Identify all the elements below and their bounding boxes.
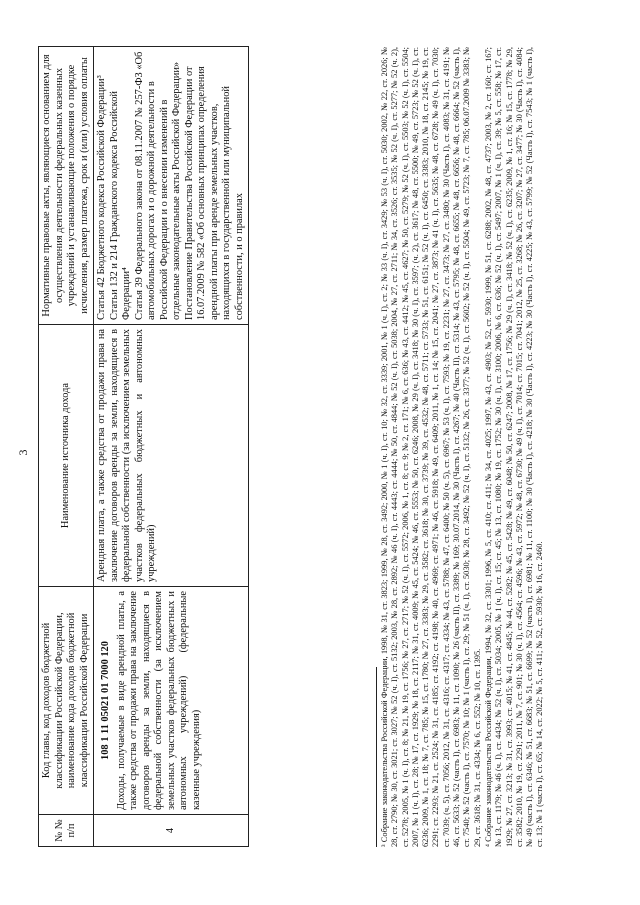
income-code: 108 1 11 05021 01 7000 120 (100, 641, 111, 760)
row-number: 4 (94, 815, 249, 847)
header-legal-acts: Нормативные правовые акты, являющиеся основанием для осуществления деятельности федеральных казенных учреждений и устанавливающие положения о порядке исчисления, размер платежа, срок и (или) условия оплаты (39, 47, 94, 325)
code-cell (94, 587, 249, 815)
legal-acts-cell (94, 47, 249, 325)
footnote-3: ³ Собрание законодательства Российской Федерации, 1998, № 31, ст. 3823; 1999, № 28, ст. 3492; 2000, № 1 (ч. I), ст. 10; № 32, ст. 3339; 2001, № 1 (ч. I), ст. 2; № 33 (ч. I), ст. 3429; № 53 (ч. I), ст. 5030; 2002, № 22, ст. 2026; № 28, ст. 2790; № 30, ст. 3021; ст. 3027; № 52 (ч. I), ст. 5132; 2003, № 28, ст. 2892; № 46 (ч. I), ст. 4443; ст. 4444; № 50, ст. 4844; № 52 (ч. I), ст. 5038; 2004, № 27, ст. 2711; № 34, ст. 3526; ст. 3535; № 52 (ч. I), ст. 5277; № 52 (ч. 2), ст. 5278; 2005, № 1 (ч. I), ст. 8; № 21, № 19, ст. 1756; № 27, ст. 2717; № 52 (ч. I), ст. 5572; 2006, № 1, ст. 8; ст. 9; № 2, ст. 171; № 6, ст. 636; № 43, ст. 4412; № 45, ст. 4627; № 50, ст. 5279; № 52 (ч. I), ст. 5503; № 52 (ч. I), ст. 5504; 2007, № 1 (ч. I), ст. 28; № 17, ст. 1929; № 18, ст. 2117; № 31, ст. 4009; № 45, ст. 5424; № 46, ст. 5553; № 50, ст. 6246; 2008, № 29 (ч. I), ст. 3418; № 30 (ч. I), ст. 3597; (ч. 2), ст. 3617; № 48, ст. 5500; № 49, ст. 5723; № 52 (ч. I), ст. 6236; 2009, № 1, ст. 18; № 7, ст. 785; № 15, ст. 1780; № 27, ст. 3383; № 29, ст. 3582; ст. 3618; № 30, ст. 3739; № 39, ст. 4532; № 48, ст. 5711; ст. 5733; № 51, ст. 6151; № 52 (ч. I), ст. 6450; ст. 3383; 2010, № 18, ст. 2145; № 19, ст. 2291; ст. 2293; № 21, ст. 2524; № 31, ст. 4185; ст. 4192; ст. 4198; № 40, ст. 4969; ст. 4971; № 46, ст. 5918; № 49, ст. 6409; 2011, № 1, ст. 14; № 15, ст. 2041; № 27, ст. 3873; № 41 (ч. I), ст. 5635; № 48, ст. 6728; № 49 (ч. I), ст. 7030; ст. 7039; (ч. 5), ст. 7056; 2012, № 31, ст. 4316; ст. 4317; ст. 4334; № 43, ст. 5788; № 47, ст. 6400; № 50 (ч. 5), ст. 6967; № 53 (ч. I), ст. 7593; № 19, ст. 2231; № 27, ст. 3473; № 27, ст. 3480; № 30 (Часть I), ст. 4083; № 31, ст. 4191; № 46, ст. 5633; № 52 (часть I), ст. 6983; № 11, ст. 1090; № 26 (часть II), ст. 3389; № 169; 30.07.2014, № 30 (Часть I), ст. 4267; № 40 (Часть II), ст. 5314; № 43, ст. 5795; № 48, ст. 6655; № 48, ст. 6656; № 48, ст. 6664; № 52 (часть I), ст. 7540; № 52 (часть I), ст. 7570; № 10; № 1 (часть I), ст. 29; № 51 (ч. I), ст. 5030; № 28, ст. 3492; № 52 (ч. I), ст. 5132; № 26, ст. 3377; № 52 (ч. I), ст. 5602; № 52 (ч. I), ст. 5504; № 49, ст. 5723; № 7, ст. 785; 06.07.2009 № 3383; № 29, ст. 3618; № 31, ст. 4334; № 6, ст. 552; № 10, ст. 1395. (380, 47, 482, 847)
header-code: Код главы, код доходов бюджетной классификации Российской Федерации, наименование кода доходов бюджетной классификации Российской Федерации (39, 587, 94, 815)
legal-act-item: Статья 39 Федерального закона от 08.11.2007 № 257-ФЗ «Об автомобильных дорогах и о дорожной деятельности в Российской Федерации и о внесении изменений в отдельные законодательные акты Российской Федерации» (133, 51, 182, 320)
footnote-4: ⁴ Собрание законодательства Российской Федерации, 1994, № 32, ст. 3301; 1996, № 5, ст. 410; ст. 411; № 34, ст. 4025; 1997, № 43, ст. 4903; № 52, ст. 5930; 1999, № 51, ст. 6288; 2002, № 48, ст. 4737; 2003, № 2, ст. 160; ст. 167; № 13, ст. 1179; № 46 (ч. I), ст. 4434; № 52 (ч. I), ст. 5034; 2005, № 1 (ч. I), ст. 15; ст. 45; № 13, ст. 1080; № 19, ст. 1752; № 30 (ч. I), ст. 3100; 2006, № 6, ст. 636; № 52 (ч. I), ст. 5497; 2007, № 1 (ч. I), ст. 39; № 5, ст. 558; № 17, ст. 1929; № 27, ст. 3213; № 31, ст. 3993; ст. 4015; № 41, ст. 4845; № 44, ст. 5282; № 45, ст. 5428; № 49, ст. 6048; № 50, ст. 6247; 2008, № 17, ст. 1756; № 29 (ч. I), ст. 3418; № 52 (ч. I), ст. 6235; 2009, № 1, ст. 16; № 15, ст. 1778; № 29, ст. 3582; 2010, № 19, ст. 2291; 2011, № 7, ст. 901; № 30 (ч. I), ст. 4564; ст. 4596; № 43, ст. 5972; № 48, ст. 6730; № 49 (ч. I), ст. 7014; ст. 7015; ст. 7041; 2012, № 25, ст. 3268; № 26, ст. 3207; № 27, ст. 3477; № 30 (Часть I), ст. 4084; № 49 (часть I), ст. 6346; № 51, ст. 6683; № 51, ст. 6699; № 52 (часть I), ст. 6981; № 11, ст. 1100; № 30 (Часть I), ст. 4218; № 30 (Часть I), ст. 4223; № 30 (Часть I), ст. 4225; № 43, ст. 5799; № 52 (Часть I), ст. 7543; № 1 (часть I), ст. 13; № 1 (часть I), ст. 65; № 14, ст. 2022; № 5, ст. 411; № 52, ст. 5930; № 16, ст. 2460. (483, 47, 545, 847)
header-source: Наименование источника дохода (39, 325, 94, 587)
legal-act-item: Статьи 132 и 214 Гражданского кодекса Российской Федерации⁴ (108, 91, 132, 320)
footnote-divider (376, 667, 377, 847)
page-number: 3 (16, 449, 30, 456)
header-number: № № п/п (39, 815, 94, 847)
legal-act-item: Статья 42 Бюджетного кодекса Российской Федерации³ (96, 75, 107, 320)
table-row (94, 47, 249, 847)
income-sources-table (38, 46, 249, 847)
income-source-name: Арендная плата, а также средства от продажи права на заключение договоров аренды за земли, находящиеся в федеральной собственности (за исключением земельных участков федеральных бюджетных и автономных учреждений) (94, 325, 249, 587)
footnotes (376, 47, 547, 847)
income-code-description: Доходы, получаемые в виде арендной платы, а также средства от продажи права на заключение договоров аренды за земли, находящиеся в федеральной собственности (за исключением земельных участков федеральных бюджетных и автономных учреждений) (федеральные казенные учреждения) (115, 591, 202, 810)
legal-act-item: Постановление Правительства Российской Федерации от 16.07.2009 № 582 «Об основных принципах определения арендной платы при аренде земельных участков, находящихся в государственной или муниципальной собственности, и о правилах (183, 66, 245, 320)
table-header-row (39, 47, 94, 847)
